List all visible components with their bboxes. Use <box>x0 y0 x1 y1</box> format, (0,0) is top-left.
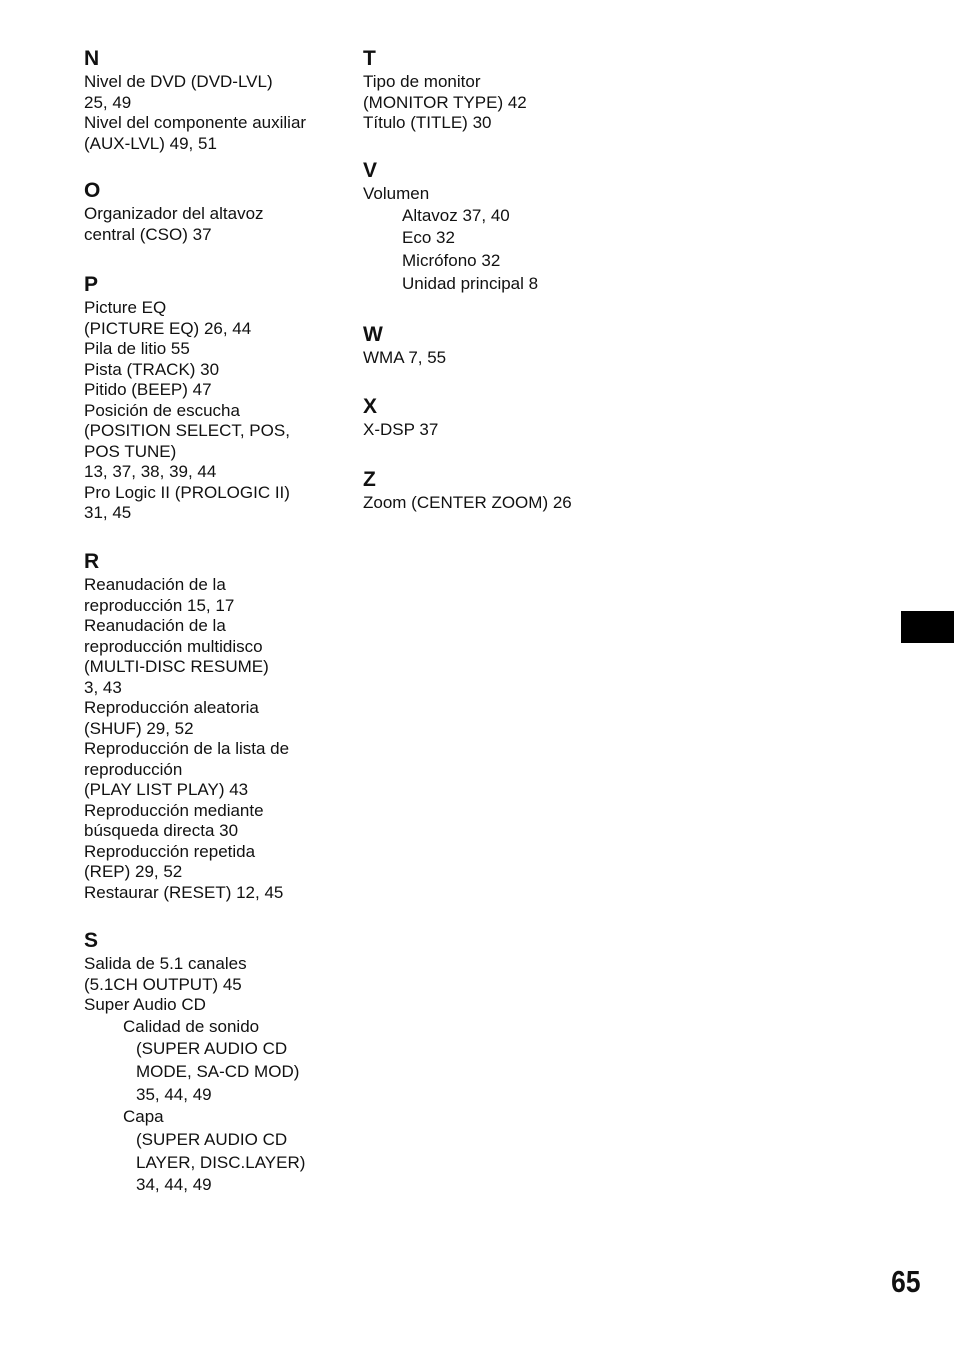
index-subentry: 35, 44, 49 <box>136 1084 212 1104</box>
page-number: 65 <box>890 1264 920 1299</box>
index-entry: Reproducción repetida <box>84 841 256 861</box>
index-entry: (AUX-LVL) 49, 51 <box>84 133 217 153</box>
index-section-w <box>363 322 663 369</box>
index-subentry: 34, 44, 49 <box>136 1175 212 1195</box>
index-entry: Posición de escucha <box>84 400 240 420</box>
index-subentry: (SUPER AUDIO CD <box>136 1130 288 1150</box>
index-entry: 25, 49 <box>84 92 132 112</box>
index-subentry: Micrófono 32 <box>402 250 501 270</box>
index-entry: (5.1CH OUTPUT) 45 <box>84 974 242 994</box>
index-section-t <box>363 46 663 134</box>
index-entry: POS TUNE) <box>84 441 177 461</box>
index-subentry: (SUPER AUDIO CD <box>136 1039 288 1059</box>
section-letter: X <box>363 395 378 418</box>
index-entry: Picture EQ <box>84 298 167 317</box>
index-entry: (PICTURE EQ) 26, 44 <box>84 318 252 338</box>
index-entry: (POSITION SELECT, POS, <box>84 421 290 440</box>
section-letter: V <box>363 159 378 182</box>
index-entry: Nivel de DVD (DVD-LVL) <box>84 72 273 91</box>
index-subentry: LAYER, DISC.LAYER) <box>136 1152 306 1172</box>
index-entry: (REP) 29, 52 <box>84 862 183 881</box>
index-entry: Pila de litio 55 <box>84 339 190 358</box>
index-entry: reproducción <box>84 759 183 779</box>
section-letter: T <box>363 47 376 70</box>
index-entry: (SHUF) 29, 52 <box>84 718 194 738</box>
index-entry: Restaurar (RESET) 12, 45 <box>84 882 284 902</box>
section-letter: O <box>84 179 101 202</box>
index-entry: Zoom (CENTER ZOOM) 26 <box>363 493 572 512</box>
index-entry: Reanudación de la <box>84 616 226 635</box>
index-section-r <box>84 549 344 903</box>
index-entry: Tipo de monitor <box>363 72 481 91</box>
index-section-p <box>84 272 344 524</box>
index-entry: Reproducción de la lista de <box>84 739 290 758</box>
index-entry: Pitido (BEEP) 47 <box>84 380 212 399</box>
index-entry: X-DSP 37 <box>363 420 439 439</box>
index-section-x <box>363 394 663 441</box>
index-subentry: Altavoz 37, 40 <box>402 205 510 225</box>
index-entry: Pista (TRACK) 30 <box>84 359 220 379</box>
index-entry: 3, 43 <box>84 677 122 697</box>
index-entry: Pro Logic II (PROLOGIC II) <box>84 482 290 502</box>
section-letter: R <box>84 550 100 573</box>
index-entry: Salida de 5.1 canales <box>84 954 247 973</box>
index-entry: (MULTI-DISC RESUME) <box>84 657 269 676</box>
side-tab-marker <box>901 611 954 643</box>
index-subentry: Unidad principal 8 <box>402 273 539 293</box>
index-entry: WMA 7, 55 <box>363 348 447 367</box>
index-entry: Reanudación de la <box>84 575 226 594</box>
index-entry: búsqueda directa 30 <box>84 821 239 840</box>
index-entry: (PLAY LIST PLAY) 43 <box>84 780 249 799</box>
index-entry: Volumen <box>363 184 430 203</box>
index-entry: 31, 45 <box>84 503 132 522</box>
section-letter: P <box>84 273 99 296</box>
section-letter: N <box>84 47 100 70</box>
index-entry: Reproducción mediante <box>84 800 264 820</box>
section-letter: W <box>363 323 383 346</box>
index-entry: (MONITOR TYPE) 42 <box>363 92 527 112</box>
index-subentry: MODE, SA-CD MOD) <box>136 1061 300 1081</box>
index-entry: Reproducción aleatoria <box>84 698 259 717</box>
index-entry: Organizador del altavoz <box>84 204 264 223</box>
index-section-o <box>84 178 344 245</box>
index-entry: Nivel del componente auxiliar <box>84 113 307 132</box>
index-section-v <box>363 158 663 295</box>
index-subentry: Eco 32 <box>402 228 455 248</box>
index-entry: reproducción 15, 17 <box>84 595 235 615</box>
section-letter: S <box>84 929 99 952</box>
index-section-s <box>84 928 344 1197</box>
index-subentry: Calidad de sonido <box>123 1016 260 1036</box>
index-entry: Super Audio CD <box>84 995 206 1014</box>
index-entry: Título (TITLE) 30 <box>363 113 492 132</box>
index-entry: central (CSO) 37 <box>84 224 212 244</box>
index-section-n <box>84 46 344 154</box>
index-section-z <box>363 467 663 514</box>
index-entry: 13, 37, 38, 39, 44 <box>84 462 217 481</box>
index-subentry: Capa <box>123 1107 164 1127</box>
section-letter: Z <box>363 468 376 491</box>
index-entry: reproducción multidisco <box>84 636 263 656</box>
